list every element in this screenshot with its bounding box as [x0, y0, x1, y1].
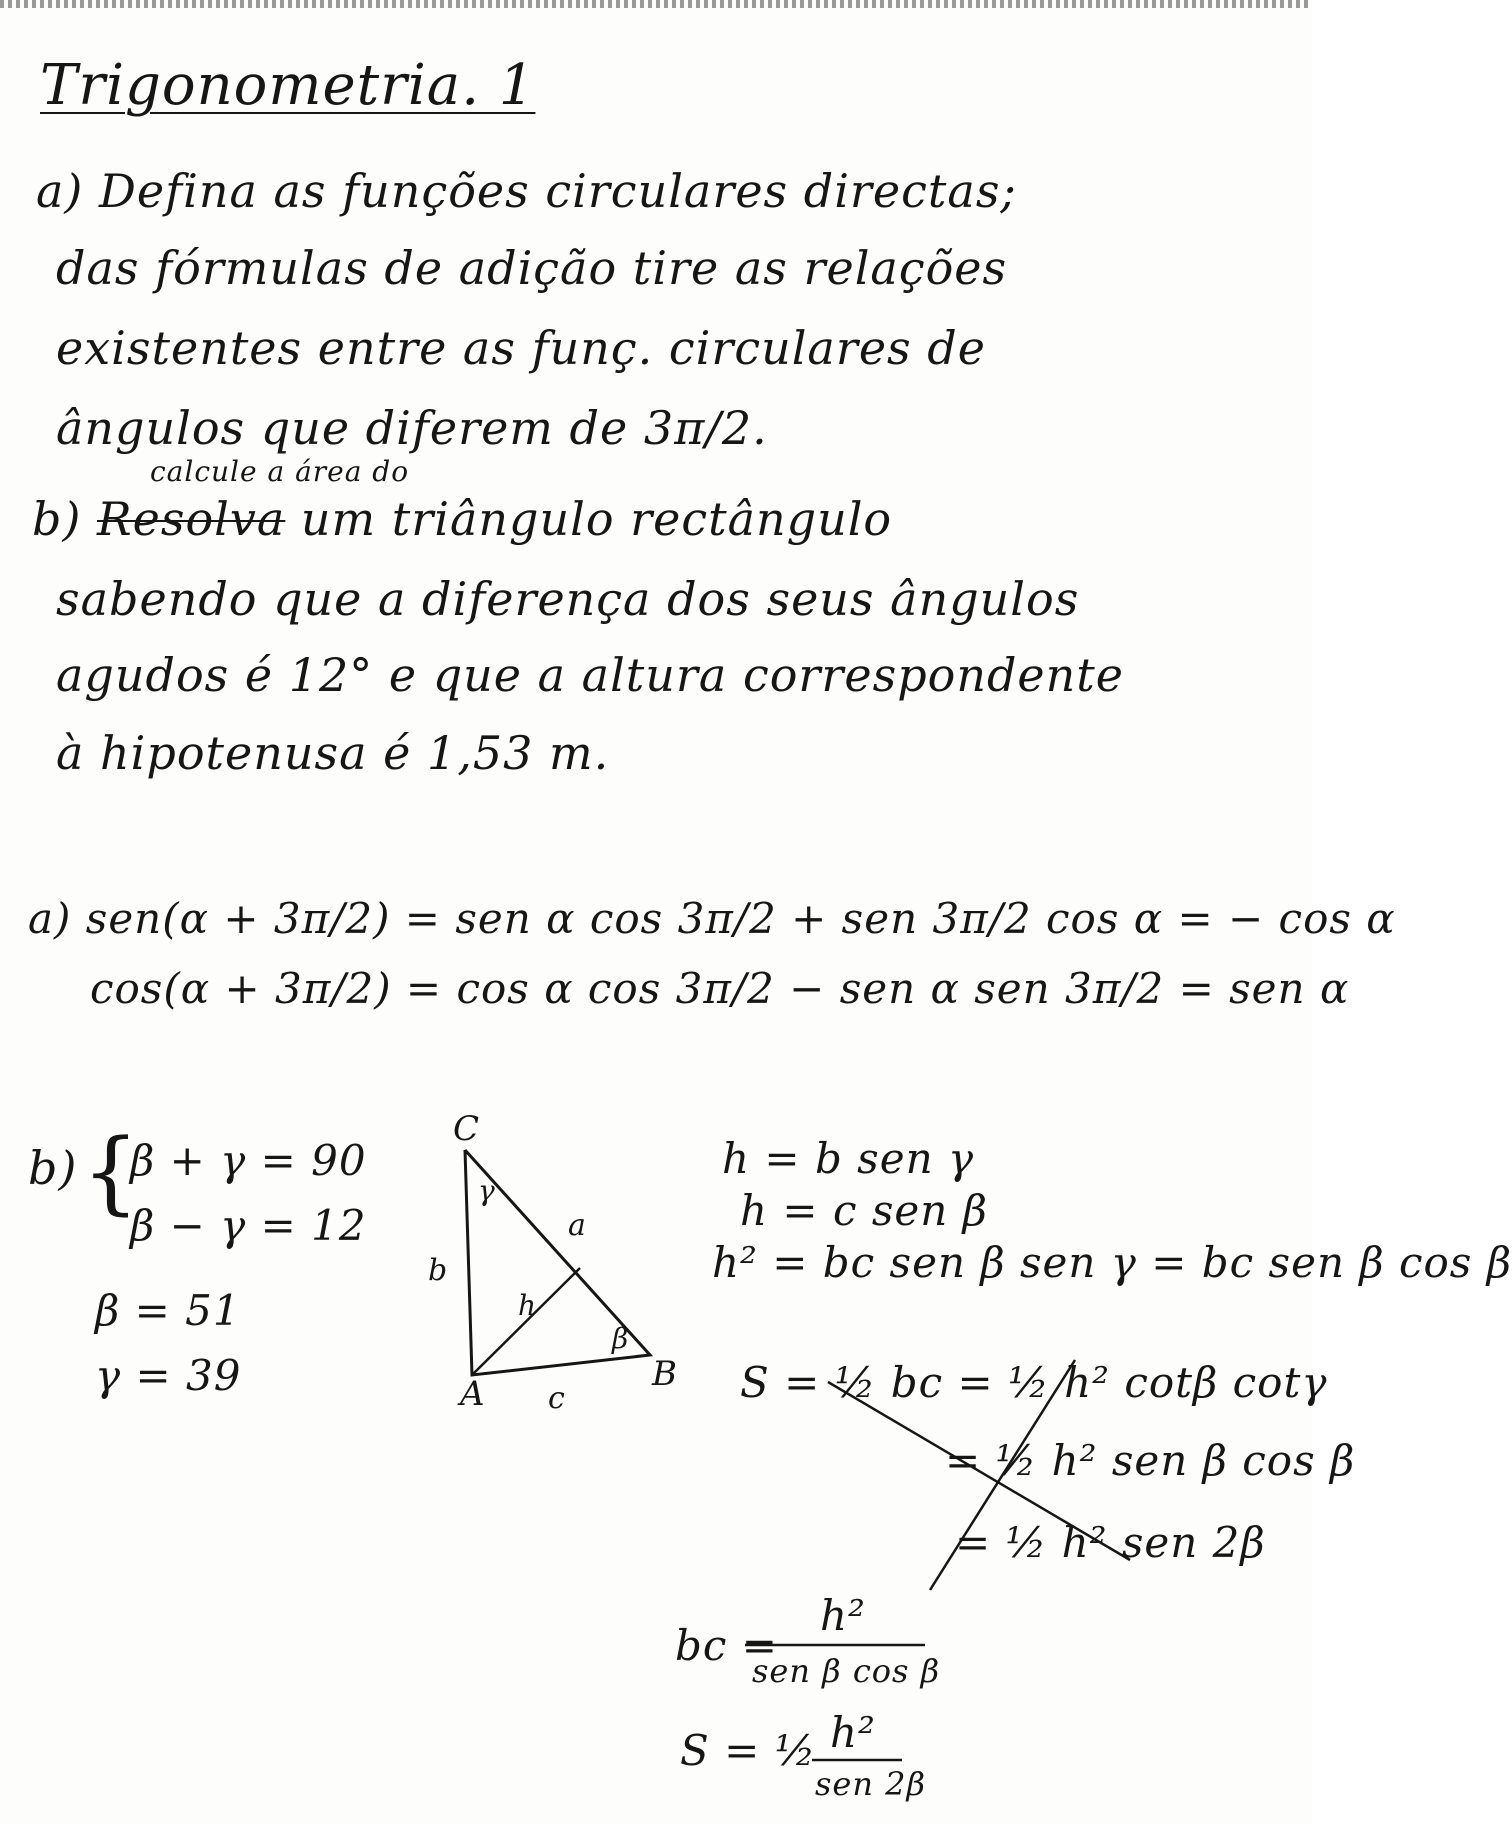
side-a-label: a: [568, 1208, 586, 1243]
vertex-A-label: A: [460, 1374, 485, 1414]
side-c-label: c: [548, 1381, 565, 1416]
system-brace: {: [82, 1120, 140, 1225]
final-bc-lhs: bc =: [675, 1621, 778, 1670]
area-crossed-1: S = ½ bc = ½ h² cotβ cotγ: [740, 1358, 1328, 1407]
vertex-B-label: B: [652, 1354, 677, 1394]
system-result-beta: β = 51: [95, 1286, 241, 1335]
final-S-lhs: S = ½: [680, 1726, 817, 1775]
final-bc-denominator: sen β cos β: [752, 1652, 941, 1690]
height-label: h: [518, 1289, 537, 1322]
final-S-denominator: sen 2β: [815, 1765, 926, 1803]
answer-a-line-1: a) sen(α + 3π/2) = sen α cos 3π/2 + sen 3π/2 cos α = − cos α: [28, 894, 1396, 943]
angle-beta-label: β: [612, 1322, 629, 1355]
question-b-insertion: calcule a área do: [150, 455, 410, 488]
system-result-gamma: γ = 39: [95, 1351, 242, 1400]
area-crossed-3: = ½ h² sen 2β: [955, 1518, 1266, 1567]
page-title: Trigonometria. 1: [40, 53, 536, 118]
answer-b-label: b): [28, 1141, 78, 1195]
question-a-line-4: ângulos que diferem de 3π/2.: [56, 401, 768, 455]
question-b-line-3: agudos é 12° e que a altura correspondente: [56, 648, 1124, 702]
question-a-line-2: das fórmulas de adição tire as relações: [56, 241, 1008, 295]
question-b-line-2: sabendo que a diferença dos seus ângulos: [56, 572, 1080, 626]
answer-a-line-2: cos(α + 3π/2) = cos α cos 3π/2 − sen α sen 3π/2 = sen α: [90, 964, 1350, 1013]
relation-2: h = c sen β: [740, 1186, 988, 1235]
struck-word: Resolva: [97, 492, 286, 546]
vertex-C-label: C: [453, 1109, 480, 1149]
angle-gamma-label: γ: [478, 1174, 495, 1207]
question-b-line-4: à hipotenusa é 1,53 m.: [56, 726, 610, 780]
question-a-line-3: existentes entre as funç. circulares de: [56, 321, 986, 375]
system-eq-1: β + γ = 90: [130, 1136, 367, 1185]
final-S-numerator: h²: [830, 1708, 876, 1757]
relation-1: h = b sen γ: [722, 1134, 975, 1183]
relation-3: h² = bc sen β sen γ = bc sen β cos β: [712, 1238, 1512, 1287]
final-bc-numerator: h²: [820, 1591, 866, 1640]
question-b-line-1: b) Resolva um triângulo rectângulo: [32, 492, 893, 546]
area-crossed-2: = ½ h² sen β cos β: [945, 1436, 1356, 1485]
system-eq-2: β − γ = 12: [130, 1201, 367, 1250]
question-a-line-1: a) Defina as funções circulares directas;: [36, 164, 1017, 218]
side-b-label: b: [428, 1253, 448, 1288]
